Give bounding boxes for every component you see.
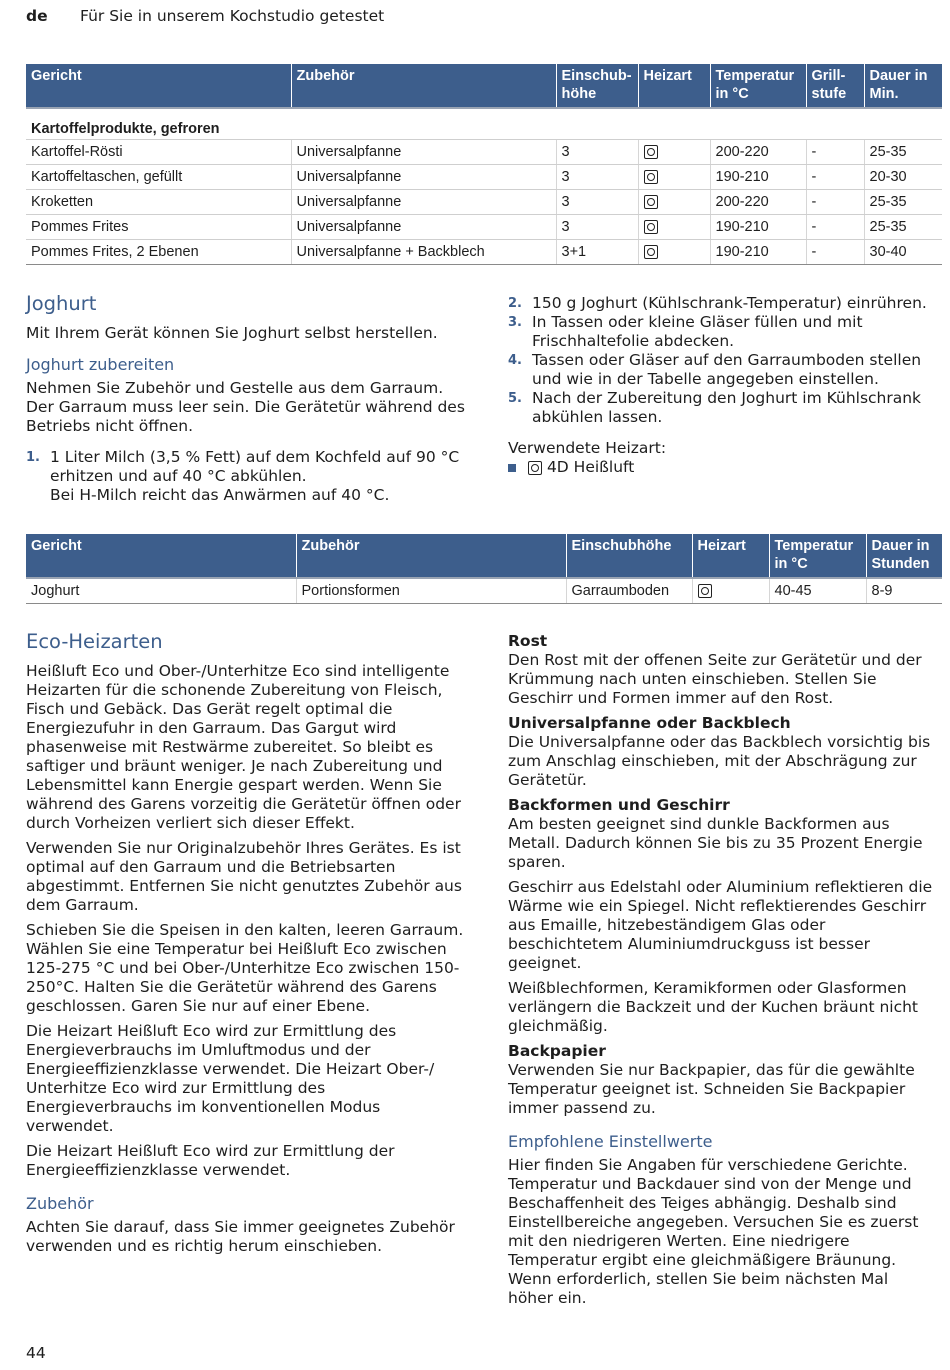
rost-title: Rost [508, 632, 548, 650]
col-header-temperatur: Temperatur in °C [710, 64, 806, 108]
4d-heissluft-icon [644, 245, 658, 259]
table-header-row [26, 534, 942, 578]
cell-temperatur: 190-210 [710, 240, 806, 265]
cell-gericht: Kroketten [26, 190, 291, 215]
backformen-text: Am besten geeignet sind dunkle Backformen aus Metall. Dadurch können Sie bis zu 35 Prozent Energie sparen. [508, 815, 923, 871]
col-header-temperatur: Temperatur in °C [769, 534, 866, 578]
header-title: Für Sie in unserem Kochstudio getestet [80, 7, 385, 25]
cell-zubehoer: Universalpfanne [291, 165, 556, 190]
eco-paragraph: Die Heizart Heißluft Eco wird zur Ermittlung des Energieverbrauchs im Umluftmodus und der Energieeffizienzklasse verwendet. Die Heizart Ober-/ Unterhitze Eco wird zur Ermittlung des Energieverbrauchs im konventionellen Modus verwendet. [26, 1022, 435, 1135]
cell-gericht: Kartoffeltaschen, gefüllt [26, 165, 291, 190]
backformen-title: Backformen und Geschirr [508, 796, 730, 814]
language-code: de [26, 7, 48, 25]
cell-heizart [638, 165, 710, 190]
list-item [508, 313, 938, 351]
col-header-einschubhoehe: Einschub- höhe [556, 64, 638, 108]
joghurt-section [26, 292, 466, 505]
table-header-row [26, 64, 942, 108]
bullet-icon [508, 464, 516, 472]
col-header-dauer: Dauer in Stunden [866, 534, 942, 578]
cell-gericht: Joghurt [26, 578, 296, 604]
cell-zubehoer: Universalpfanne [291, 140, 556, 165]
step-number: 5. [508, 391, 522, 406]
cell-temperatur: 190-210 [710, 215, 806, 240]
step-text: 150 g Joghurt (Kühlschrank-Temperatur) einrühren. [532, 294, 927, 312]
list-item [508, 294, 938, 313]
cell-temperatur: 40-45 [769, 578, 866, 604]
empfohlene-title: Empfohlene Einstellwerte [508, 1132, 713, 1151]
heizart-value: 4D Heißluft [546, 458, 635, 476]
cell-temperatur: 200-220 [710, 190, 806, 215]
step-text: 1 Liter Milch (3,5 % Fett) auf dem Kochfeld auf 90 °C erhitzen und auf 40 °C abkühlen. [50, 448, 460, 485]
cell-gericht: Pommes Frites [26, 215, 291, 240]
heissluft-icon [644, 170, 658, 184]
eco-paragraph: Schieben Sie die Speisen in den kalten, leeren Garraum. Wählen Sie eine Temperatur bei Heißluft Eco zwischen 125-275 °C und bei Ober-/Unterhitze Eco zwischen 150-250°C. Halten Sie die Gerätetür während des Garens geschlossen. Garen Sie nur auf einer Ebene. [26, 921, 464, 1015]
cell-grillstufe: - [806, 215, 864, 240]
cell-grillstufe: - [806, 190, 864, 215]
cell-dauer: 20-30 [864, 165, 942, 190]
col-header-einschubhoehe: Einschubhöhe [566, 534, 692, 578]
table-row [26, 190, 942, 215]
cell-heizart [638, 190, 710, 215]
eco-paragraph: Heißluft Eco und Ober-/Unterhitze Eco sind intelligente Heizarten für die schonende Zubereitung von Fleisch, Fisch und Gebäck. Das Gerät regelt optimal die Energiezufuhr in den Garraum. Das Gargut wird phasenweise mit Restwärme zubereitet. So bleibt es saftiger und bräunt weniger. Je nach Zubereitung und Lebensmittel kann Energie gespart werden. Wenn Sie während des Garens vorzeitig die Gerätetür öffnen oder durch Vorheizen verliert sich dieser Effekt. [26, 662, 461, 832]
cell-dauer: 25-35 [864, 190, 942, 215]
col-header-zubehoer: Zubehör [296, 534, 566, 578]
pfanne-title: Universalpfanne oder Backblech [508, 714, 791, 732]
heizart-label: Verwendete Heizart: [508, 439, 667, 457]
cell-temperatur: 190-210 [710, 165, 806, 190]
empfohlene-text: Hier finden Sie Angaben für verschiedene Gerichte. Temperatur und Backdauer sind von der Menge und Beschaffenheit des Teiges abhängig. Deshalb sind Einstellbereiche angegeben. Versuchen Sie es zuerst mit den niedrigeren Werten. Eine niedrigere Temperatur ergibt eine gleichmäßigere Bräunung. Wenn erforderlich, stellen Sie beim nächsten Mal höher ein. [508, 1156, 919, 1307]
cell-zubehoer: Universalpfanne [291, 215, 556, 240]
table-section-row [26, 108, 942, 140]
eco-title: Eco-Heizarten [26, 630, 163, 653]
step-number: 4. [508, 353, 522, 368]
step-number: 3. [508, 315, 522, 330]
col-header-heizart: Heizart [638, 64, 710, 108]
step-text: Nach der Zubereitung den Joghurt im Kühlschrank abkühlen lassen. [532, 389, 922, 426]
eco-paragraph: Verwenden Sie nur Originalzubehör Ihres Gerätes. Es ist optimal auf den Garraum und die Betriebsarten abgestimmt. Entfernen Sie nicht genutztes Zubehör aus dem Garraum. [26, 839, 462, 914]
step-text: Tassen oder Gläser auf den Garraumboden stellen und wie in der Tabelle angegeben einstellen. [532, 351, 922, 388]
table-row [26, 240, 942, 265]
4d-heissluft-icon [698, 584, 712, 598]
page-header [26, 7, 385, 25]
joghurt-prep: Nehmen Sie Zubehör und Gestelle aus dem Garraum. Der Garraum muss leer sein. Die Gerätetür während des Betriebs nicht öffnen. [26, 379, 465, 435]
zubehoer-title: Zubehör [26, 1194, 94, 1213]
list-item [508, 389, 938, 427]
section-label: Kartoffelprodukte, gefroren [26, 108, 942, 140]
cell-gericht: Kartoffel-Rösti [26, 140, 291, 165]
backpapier-text: Verwenden Sie nur Backpapier, das für die gewählte Temperatur geeignet ist. Schneiden Sie Backpapier immer passend zu. [508, 1061, 915, 1117]
cell-gericht: Pommes Frites, 2 Ebenen [26, 240, 291, 265]
cell-heizart [692, 578, 769, 604]
col-header-grillstufe: Grill- stufe [806, 64, 864, 108]
joghurt-subtitle: Joghurt zubereiten [26, 355, 175, 374]
backformen-text: Geschirr aus Edelstahl oder Aluminium reflektieren die Wärme wie ein Spiegel. Nicht reflektierendes Geschirr aus Emaille, hitzebeständigem Glas oder beschichtetem Aluminiumdruckguss ist besser geeignet. [508, 878, 933, 972]
joghurt-intro: Mit Ihrem Gerät können Sie Joghurt selbst herstellen. [26, 324, 438, 342]
col-header-gericht: Gericht [26, 534, 296, 578]
cell-heizart [638, 240, 710, 265]
list-item [26, 448, 466, 505]
table-row [26, 578, 942, 604]
heizart-item [508, 458, 938, 477]
zubehoer-text: Achten Sie darauf, dass Sie immer geeignetes Zubehör verwenden und es richtig herum einschieben. [26, 1218, 455, 1255]
cell-einschub: 3 [556, 140, 638, 165]
eco-paragraph: Die Heizart Heißluft Eco wird zur Ermittlung der Energieeffizienzklasse verwendet. [26, 1142, 395, 1179]
step-number: 2. [508, 296, 522, 311]
col-header-zubehoer: Zubehör [291, 64, 556, 108]
cell-dauer: 25-35 [864, 215, 942, 240]
cell-zubehoer: Universalpfanne [291, 190, 556, 215]
table-row [26, 140, 942, 165]
cell-einschub: 3+1 [556, 240, 638, 265]
list-item [508, 351, 938, 389]
heissluft-icon [644, 220, 658, 234]
eco-section [26, 630, 466, 1262]
heissluft-icon [644, 145, 658, 159]
table-row [26, 215, 942, 240]
cell-heizart [638, 215, 710, 240]
table-kartoffelprodukte [26, 64, 942, 265]
step-text: In Tassen oder kleine Gläser füllen und mit Frischhaltefolie abdecken. [532, 313, 863, 350]
cell-heizart [638, 140, 710, 165]
cell-einschub: 3 [556, 165, 638, 190]
cell-zubehoer: Universalpfanne + Backblech [291, 240, 556, 265]
col-header-gericht: Gericht [26, 64, 291, 108]
col-header-heizart: Heizart [692, 534, 769, 578]
col-header-dauer: Dauer in Min. [864, 64, 942, 108]
backpapier-title: Backpapier [508, 1042, 606, 1060]
step-extra: Bei H-Milch reicht das Anwärmen auf 40 °C. [50, 486, 390, 504]
cell-einschub: 3 [556, 215, 638, 240]
cell-zubehoer: Portionsformen [296, 578, 566, 604]
heissluft-icon [644, 195, 658, 209]
cell-grillstufe: - [806, 240, 864, 265]
cell-grillstufe: - [806, 165, 864, 190]
backformen-text: Weißblechformen, Keramikformen oder Glasformen verlängern die Backzeit und der Kuchen bräunt nicht gleichmäßig. [508, 979, 919, 1035]
table-joghurt [26, 534, 942, 604]
cell-einschub: Garraumboden [566, 578, 692, 604]
cell-dauer: 8-9 [866, 578, 942, 604]
pfanne-text: Die Universalpfanne oder das Backblech vorsichtig bis zum Anschlag einschieben, mit der Abschrägung zur Gerätetür. [508, 733, 931, 789]
cell-einschub: 3 [556, 190, 638, 215]
page-number: 44 [26, 1344, 46, 1362]
joghurt-steps-continued [508, 294, 938, 477]
accessories-section [508, 632, 938, 1314]
cell-dauer: 25-35 [864, 140, 942, 165]
cell-dauer: 30-40 [864, 240, 942, 265]
cell-grillstufe: - [806, 140, 864, 165]
cell-temperatur: 200-220 [710, 140, 806, 165]
step-number: 1. [26, 450, 40, 465]
joghurt-title: Joghurt [26, 292, 97, 315]
4d-heissluft-icon [528, 461, 542, 475]
rost-text: Den Rost mit der offenen Seite zur Gerätetür und der Krümmung nach unten einschieben. Stellen Sie Geschirr und Formen immer auf den Rost. [508, 651, 922, 707]
table-row [26, 165, 942, 190]
